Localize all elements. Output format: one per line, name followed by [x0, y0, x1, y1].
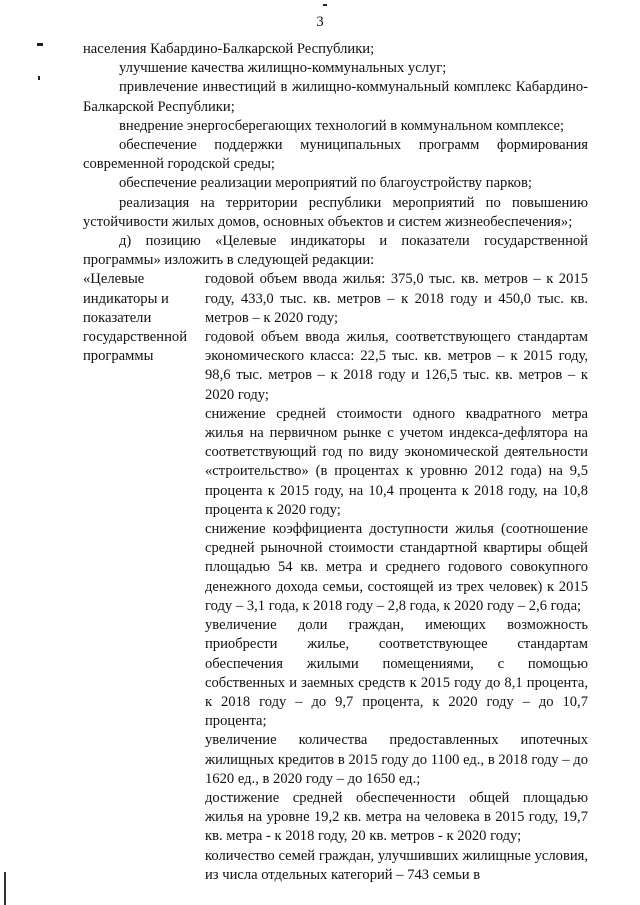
indicator-item: увеличение количества предоставленных ипотечных жилищных кредитов в 2015 году до 1100 ед., в 2018 году – до 1620 ед., в 2020 году – до 1650 ед.; — [205, 732, 588, 787]
scan-mark — [37, 43, 43, 46]
indicator-item: достижение средней обеспеченности общей площадью жилья на уровне 19,2 кв. метра на человека в 2015 году, 19,7 кв. метра - к 2018 году, 20 кв. метров - к 2020 году; — [205, 789, 588, 845]
indicators-table — [83, 270, 588, 885]
table-label-cell: «Целевые индикаторы и показатели государственной программы — [83, 271, 188, 365]
indicator-item: снижение коэффициента доступности жилья (соотношение средней рыночной стоимости стандартной квартиры общей площадью 54 кв. метра и среднего годового совокупного денежного дохода семьи, состоящей из трех человек) к 2015 году – 3,1 года, к 2018 году – 2,8 года, к 2020 году – 2,6 года; — [205, 521, 588, 614]
indicator-item: снижение средней стоимости одного квадратного метра жилья на первичном рынке с учетом индекса-дефлятора на соответствующий год по виду экономической деятельности «строительство» (в процентах к уровню 2012 года) на 9,5 процента к 2015 году, на 10,4 процента к 2018 году, на 10,8 процента к 2020 году; — [205, 405, 588, 518]
indicator-item: годовой объем ввода жилья, соответствующего стандартам экономического класса: 22,5 тыс. кв. метров – к 2015 году, 98,6 тыс. метров – к 2018 году и 126,5 тыс. кв. метров – к 2020 году; — [205, 329, 588, 403]
paragraph: улучшение качества жилищно-коммунальных услуг; — [119, 60, 447, 77]
scan-mark — [38, 76, 40, 80]
document-body — [83, 40, 588, 885]
paragraph: внедрение энергосберегающих технологий в коммунальном комплексе; — [119, 117, 565, 134]
paragraph: обеспечение реализации мероприятий по благоустройству парков; — [119, 175, 532, 192]
paragraph: населения Кабардино-Балкарской Республики; — [83, 41, 375, 57]
scan-mark — [323, 4, 327, 6]
indicator-item: количество семей граждан, улучшивших жилищные условия, из числа отдельных категорий – 743 семьи в — [205, 847, 588, 883]
paragraph: реализация на территории республики мероприятий по повышению устойчивости жилых домов, основных объектов и систем жизнеобеспечения»; — [83, 194, 588, 230]
indicator-item: годовой объем ввода жилья: 375,0 тыс. кв. метров – к 2015 году, 433,0 тыс. кв. метров – к 2018 году и 450,0 тыс. кв. метров – к 2020 году; — [205, 271, 588, 326]
page-number: 3 — [316, 14, 324, 30]
indicator-item: увеличение доли граждан, имеющих возможность приобрести жилье, соответствующее стандартам обеспечения жилыми помещениями, с помощью собственных и заемных средств к 2015 году до 8,1 процента, к 2018 году – до 9,7 процента, к 2020 году – до 10,7 процента; — [205, 617, 588, 730]
paragraph: д) позицию «Целевые индикаторы и показатели государственной программы» изложить в следующей редакции: — [83, 233, 588, 269]
paragraph: привлечение инвестиций в жилищно-коммунальный комплекс Кабардино-Балкарской Республики; — [83, 79, 588, 115]
scan-edge-line — [4, 872, 6, 905]
paragraph: обеспечение поддержки муниципальных программ формирования современной городской среды; — [83, 137, 588, 173]
table-value-cell — [205, 270, 588, 885]
